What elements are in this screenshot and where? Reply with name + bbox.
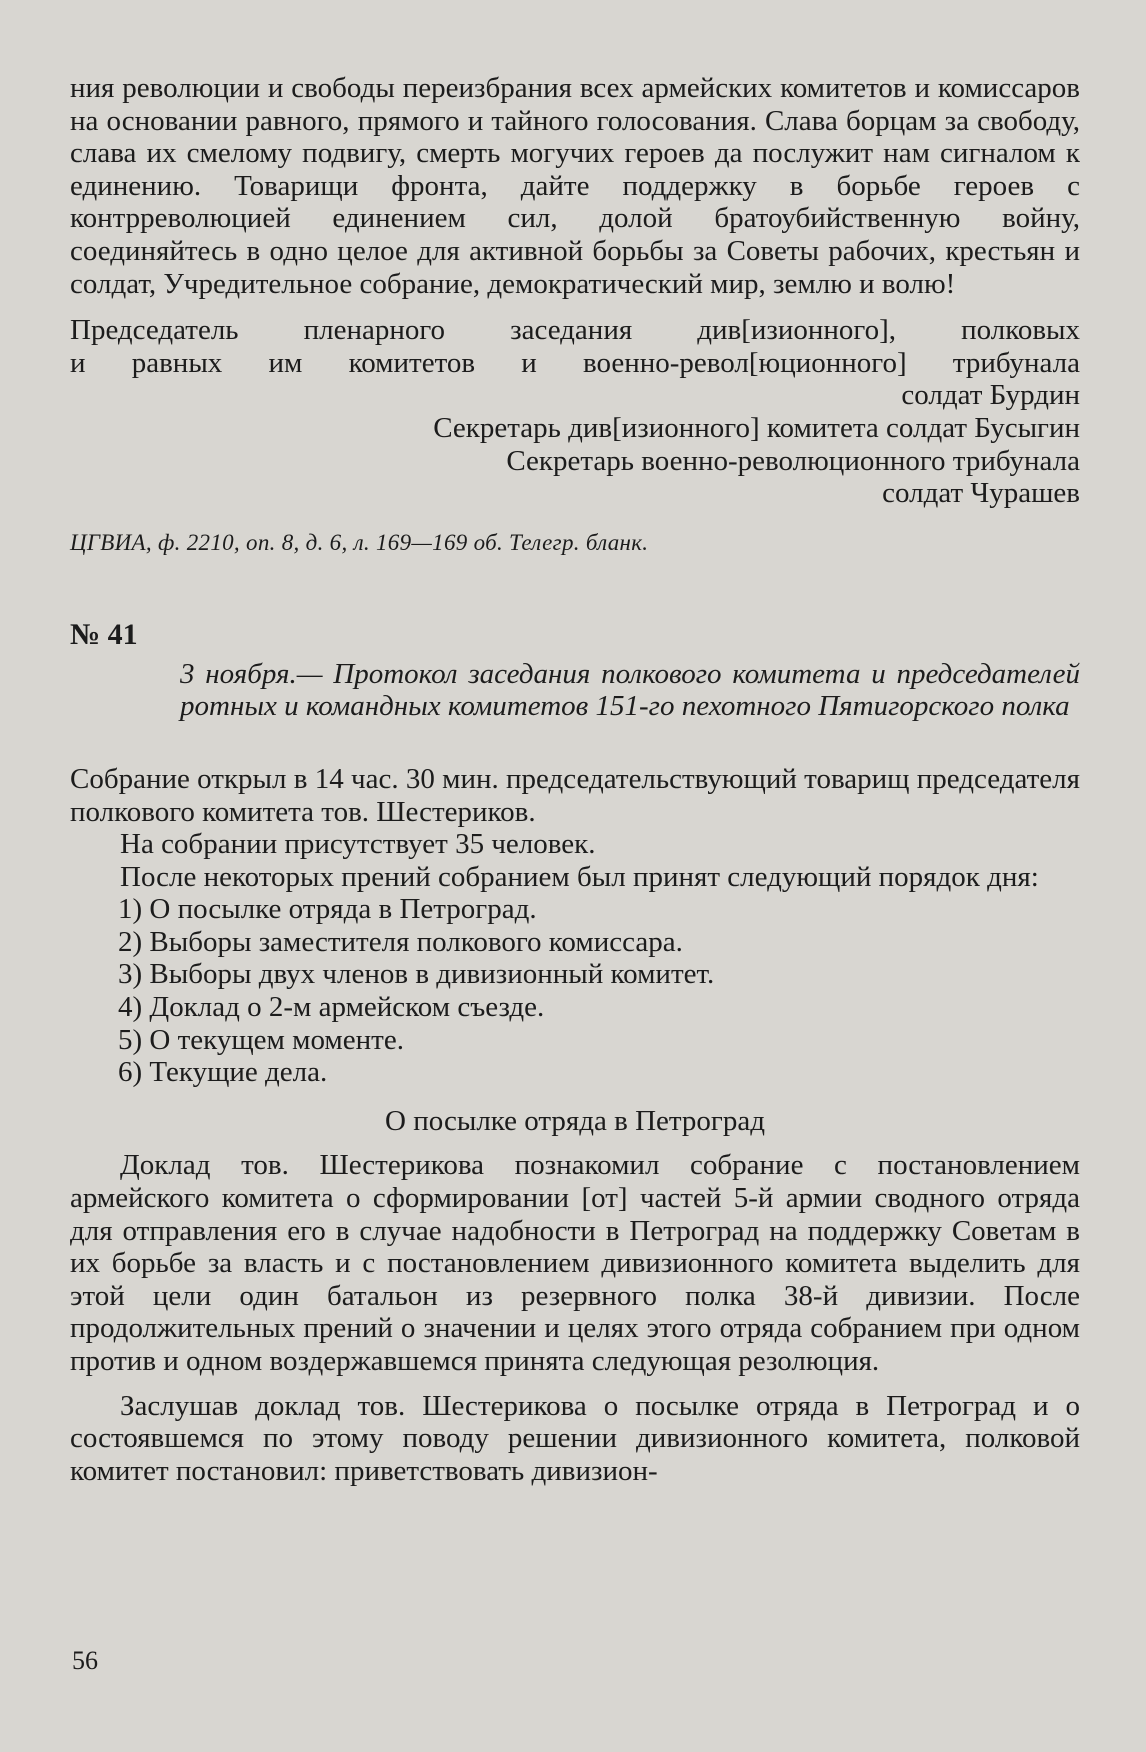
protocol-body (70, 763, 1080, 1487)
agenda-intro: После некоторых прений собранием был принят следующий порядок дня: (120, 860, 1039, 893)
secretary-1: Секретарь див[изионного] комитета солдат Бусыгин (433, 411, 1080, 444)
agenda-item: 6) Текущие дела. (118, 1056, 328, 1089)
attendance-paragraph: На собрании присутствует 35 человек. (120, 828, 596, 861)
secretary-2: Секретарь военно-революционного трибунала (506, 444, 1080, 477)
agenda-list (70, 893, 1080, 1089)
signature-block (70, 314, 1080, 510)
secretary-2-name: солдат Чурашев (882, 477, 1080, 510)
chair-line-2: и равных им комитетов и военно-револ[юционного] трибунала (70, 346, 1080, 379)
archive-source: ЦГВИА, ф. 2210, оп. 8, д. 6, л. 169—169 об. Телегр. бланк. (70, 529, 649, 555)
agenda-item: 1) О посылке отряда в Петроград. (118, 893, 537, 926)
page-number: 56 (72, 1646, 98, 1675)
continuation-paragraph: ния революции и свободы переизбрания всех армейских комитетов и комиссаров на основании равного, прямого и тайного голосования. Слава борцам за свободу, слава их смелому подвигу, смерть могучих героев да послужит нам сигналом к единению. Товарищи фронта, дайте поддержку в борьбе героев с контрреволюцией единением сил, долой братоубийственную войну, соединяйтесь в одно целое для активной борьбы за Советы рабочих, крестьян и солдат, Учредительное собрание, демократический мир, землю и волю! (70, 72, 1080, 300)
agenda-item: 3) Выборы двух членов в дивизионный комитет. (118, 958, 715, 991)
agenda-item: 2) Выборы заместителя полкового комиссара. (118, 925, 683, 958)
agenda-item: 5) О текущем моменте. (118, 1023, 404, 1056)
opening-paragraph: Собрание открыл в 14 час. 30 мин. председательствующий товарищ председателя полкового комитета тов. Шестериков. (70, 762, 1080, 828)
document-title: 3 ноября.— Протокол заседания полкового комитета и председателей ротных и командных комитетов 151-го пехотного Пятигорского полка (180, 657, 1080, 723)
chair-name: солдат Бурдин (901, 379, 1080, 412)
chair-line-1: Председатель пленарного заседания див[изионного], полковых (70, 314, 1080, 347)
document-number: № 41 (70, 617, 138, 651)
report-paragraph: Доклад тов. Шестерикова познакомил собрание с постановлением армейского комитета о сформировании [от] частей 5-й армии сводного отряда для отправления его в случае надобности в Петроград на поддержку Советам в их борьбе за власть и с постановлением дивизионного комитета выделить для этой цели один батальон из резервного полка 38-й дивизии. После продолжительных прений о значении и целях этого отряда собранием при одном против и одном воздержавшемся принята следующая резолюция. (70, 1149, 1080, 1377)
resolution-paragraph: Заслушав доклад тов. Шестерикова о посылке отряда в Петроград и о состоявшемся по этому поводу решении дивизионного комитета, полковой комитет постановил: приветствовать дивизион- (70, 1389, 1080, 1487)
agenda-item: 4) Доклад о 2-м армейском съезде. (118, 991, 545, 1024)
section-heading: О посылке отряда в Петроград (385, 1104, 765, 1137)
